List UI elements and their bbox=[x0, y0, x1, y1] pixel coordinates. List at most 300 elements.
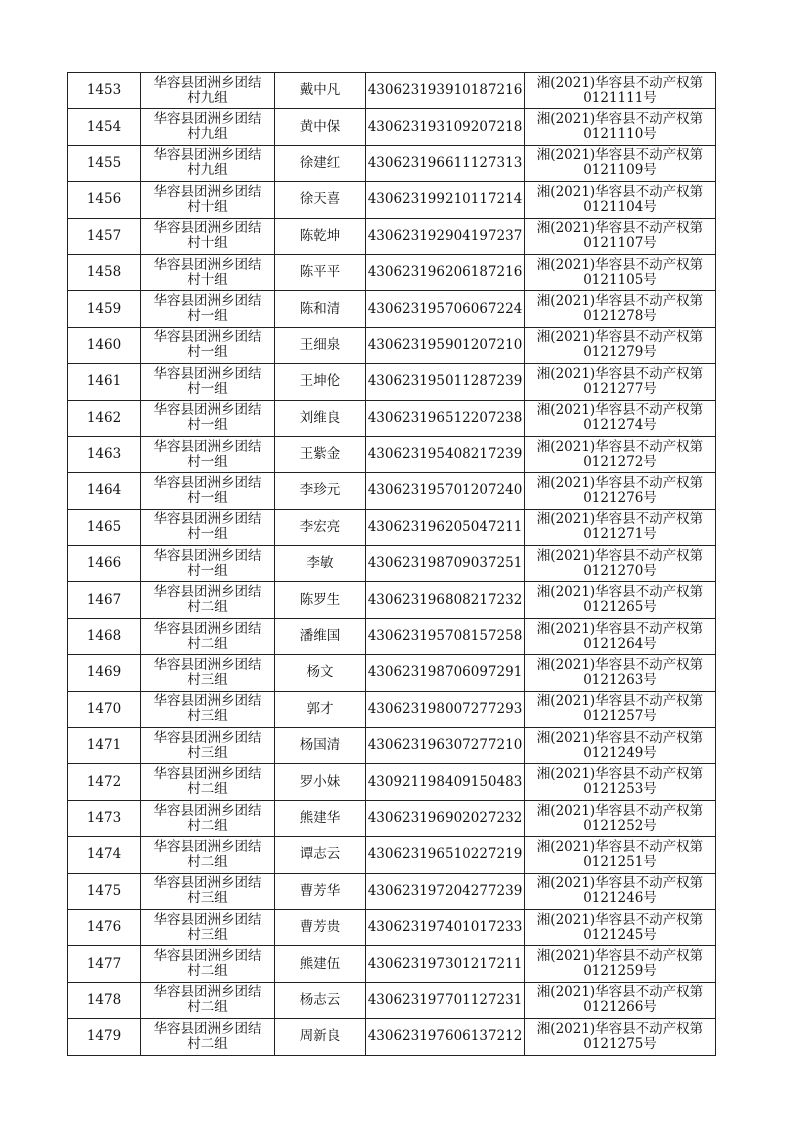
serial-number: 1454 bbox=[86, 118, 122, 135]
id-number: 430623198709037251 bbox=[367, 555, 523, 572]
table-row bbox=[68, 800, 716, 836]
id-number-cell bbox=[366, 909, 525, 945]
certificate-line-1: 湘(2021)华容县不动产权第 bbox=[536, 693, 704, 710]
certificate-line-1: 湘(2021)华容县不动产权第 bbox=[536, 402, 704, 419]
address-line-2: 村一组 bbox=[187, 417, 228, 434]
certificate-cell bbox=[525, 509, 716, 545]
certificate-line-2: 0121253号 bbox=[583, 781, 657, 798]
certificate-line-1: 湘(2021)华容县不动产权第 bbox=[536, 329, 704, 346]
address-cell bbox=[141, 982, 275, 1018]
serial-number-cell bbox=[68, 837, 141, 873]
address-cell bbox=[141, 909, 275, 945]
certificate-line-1: 湘(2021)华容县不动产权第 bbox=[536, 293, 704, 310]
owner-name: 曹芳贵 bbox=[299, 919, 341, 936]
id-number: 430623195901207210 bbox=[367, 336, 523, 353]
id-number: 430623193109207218 bbox=[367, 118, 523, 135]
table-row bbox=[68, 145, 716, 181]
serial-number: 1466 bbox=[86, 555, 122, 572]
address-cell bbox=[141, 873, 275, 909]
address-line-1: 华容县团洲乡团结 bbox=[153, 474, 262, 491]
id-number-cell bbox=[366, 145, 525, 181]
id-number-cell bbox=[366, 873, 525, 909]
id-number: 430623197606137212 bbox=[367, 1028, 523, 1045]
certificate-line-2: 0121246号 bbox=[583, 890, 657, 907]
id-number-cell bbox=[366, 946, 525, 982]
certificate-line-1: 湘(2021)华容县不动产权第 bbox=[536, 911, 704, 928]
address-line-1: 华容县团洲乡团结 bbox=[153, 111, 262, 128]
owner-name: 黄中保 bbox=[299, 118, 341, 135]
serial-number-cell bbox=[68, 254, 141, 290]
address-cell bbox=[141, 691, 275, 727]
address-line-1: 华容县团洲乡团结 bbox=[153, 547, 262, 564]
owner-name: 熊建伍 bbox=[299, 955, 341, 972]
address-cell bbox=[141, 655, 275, 691]
certificate-cell bbox=[525, 254, 716, 290]
id-number-cell bbox=[366, 837, 525, 873]
id-number-cell bbox=[366, 618, 525, 654]
address-line-2: 村二组 bbox=[187, 853, 228, 870]
owner-name-cell bbox=[275, 182, 366, 218]
id-number-cell bbox=[366, 364, 525, 400]
table-row bbox=[68, 909, 716, 945]
owner-name: 戴中凡 bbox=[299, 82, 341, 99]
address-line-2: 村一组 bbox=[187, 453, 228, 470]
owner-name: 周新良 bbox=[299, 1028, 341, 1045]
table-row bbox=[68, 182, 716, 218]
certificate-line-2: 0121263号 bbox=[583, 671, 657, 688]
table-row bbox=[68, 291, 716, 327]
certificate-line-2: 0121279号 bbox=[583, 344, 657, 361]
serial-number: 1457 bbox=[86, 227, 122, 244]
owner-name-cell bbox=[275, 291, 366, 327]
serial-number-cell bbox=[68, 109, 141, 145]
certificate-cell bbox=[525, 145, 716, 181]
table-row bbox=[68, 618, 716, 654]
address-line-1: 华容县团洲乡团结 bbox=[153, 402, 262, 419]
serial-number-cell bbox=[68, 909, 141, 945]
owner-name: 陈罗生 bbox=[299, 591, 341, 608]
certificate-line-2: 0121271号 bbox=[583, 526, 657, 543]
certificate-cell bbox=[525, 873, 716, 909]
certificate-line-2: 0121274号 bbox=[583, 417, 657, 434]
certificate-line-2: 0121257号 bbox=[583, 708, 657, 725]
table-row bbox=[68, 946, 716, 982]
table-row bbox=[68, 218, 716, 254]
owner-name: 杨国清 bbox=[299, 737, 341, 754]
owner-name: 李宏亮 bbox=[299, 518, 341, 535]
serial-number: 1479 bbox=[86, 1028, 122, 1045]
address-line-1: 华容县团洲乡团结 bbox=[153, 948, 262, 965]
serial-number: 1455 bbox=[86, 154, 122, 171]
address-line-2: 村九组 bbox=[187, 162, 228, 179]
address-cell bbox=[141, 473, 275, 509]
serial-number-cell bbox=[68, 291, 141, 327]
certificate-line-2: 0121249号 bbox=[583, 744, 657, 761]
certificate-line-1: 湘(2021)华容县不动产权第 bbox=[536, 584, 704, 601]
serial-number: 1471 bbox=[86, 737, 122, 754]
serial-number-cell bbox=[68, 546, 141, 582]
serial-number: 1469 bbox=[86, 664, 122, 681]
owner-name: 潘维国 bbox=[299, 628, 341, 645]
id-number-cell bbox=[366, 182, 525, 218]
table-row bbox=[68, 582, 716, 618]
address-cell bbox=[141, 582, 275, 618]
address-cell bbox=[141, 728, 275, 764]
address-line-2: 村二组 bbox=[187, 999, 228, 1016]
id-number: 430623196808217232 bbox=[367, 591, 523, 608]
serial-number-cell bbox=[68, 764, 141, 800]
address-cell bbox=[141, 73, 275, 109]
address-line-2: 村一组 bbox=[187, 380, 228, 397]
owner-name-cell bbox=[275, 364, 366, 400]
address-line-2: 村二组 bbox=[187, 817, 228, 834]
id-number: 430623197301217211 bbox=[367, 955, 523, 972]
serial-number-cell bbox=[68, 655, 141, 691]
certificate-cell bbox=[525, 1019, 716, 1055]
owner-name-cell bbox=[275, 327, 366, 363]
id-number: 430623198706097291 bbox=[367, 664, 523, 681]
owner-name: 罗小妹 bbox=[299, 773, 341, 790]
certificate-cell bbox=[525, 618, 716, 654]
owner-name-cell bbox=[275, 655, 366, 691]
address-line-2: 村三组 bbox=[187, 744, 228, 761]
certificate-line-1: 湘(2021)华容县不动产权第 bbox=[536, 220, 704, 237]
address-line-1: 华容县团洲乡团结 bbox=[153, 365, 262, 382]
certificate-cell bbox=[525, 327, 716, 363]
owner-name-cell bbox=[275, 582, 366, 618]
id-number: 430623195706067224 bbox=[367, 300, 523, 317]
serial-number: 1467 bbox=[86, 591, 122, 608]
table-row bbox=[68, 436, 716, 472]
serial-number: 1458 bbox=[86, 264, 122, 281]
certificate-line-2: 0121110号 bbox=[583, 126, 657, 143]
certificate-cell bbox=[525, 837, 716, 873]
certificate-line-1: 湘(2021)华容县不动产权第 bbox=[536, 474, 704, 491]
certificate-line-1: 湘(2021)华容县不动产权第 bbox=[536, 256, 704, 273]
id-number: 430623196510227219 bbox=[367, 846, 523, 863]
serial-number-cell bbox=[68, 145, 141, 181]
serial-number-cell bbox=[68, 582, 141, 618]
address-line-1: 华容县团洲乡团结 bbox=[153, 620, 262, 637]
id-number: 430623195701207240 bbox=[367, 482, 523, 499]
address-cell bbox=[141, 327, 275, 363]
table-row bbox=[68, 473, 716, 509]
serial-number-cell bbox=[68, 509, 141, 545]
owner-name-cell bbox=[275, 728, 366, 764]
serial-number-cell bbox=[68, 473, 141, 509]
address-line-1: 华容县团洲乡团结 bbox=[153, 766, 262, 783]
certificate-line-2: 0121111号 bbox=[583, 89, 657, 106]
owner-name-cell bbox=[275, 473, 366, 509]
certificate-line-1: 湘(2021)华容县不动产权第 bbox=[536, 438, 704, 455]
address-line-2: 村一组 bbox=[187, 308, 228, 325]
serial-number-cell bbox=[68, 182, 141, 218]
serial-number: 1456 bbox=[86, 191, 122, 208]
address-line-2: 村九组 bbox=[187, 89, 228, 106]
address-line-2: 村九组 bbox=[187, 126, 228, 143]
address-line-1: 华容县团洲乡团结 bbox=[153, 729, 262, 746]
certificate-line-2: 0121270号 bbox=[583, 562, 657, 579]
address-cell bbox=[141, 546, 275, 582]
owner-name-cell bbox=[275, 73, 366, 109]
certificate-cell bbox=[525, 909, 716, 945]
certificate-line-2: 0121109号 bbox=[583, 162, 657, 179]
id-number: 430623196307277210 bbox=[367, 737, 523, 754]
id-number-cell bbox=[366, 582, 525, 618]
table-row bbox=[68, 364, 716, 400]
certificate-line-1: 湘(2021)华容县不动产权第 bbox=[536, 948, 704, 965]
serial-number: 1461 bbox=[86, 373, 122, 390]
id-number: 430623196512207238 bbox=[367, 409, 523, 426]
serial-number: 1472 bbox=[86, 773, 122, 790]
owner-name: 陈乾坤 bbox=[299, 227, 341, 244]
table-row bbox=[68, 982, 716, 1018]
address-line-1: 华容县团洲乡团结 bbox=[153, 584, 262, 601]
address-line-2: 村二组 bbox=[187, 599, 228, 616]
certificate-line-2: 0121276号 bbox=[583, 489, 657, 506]
table-row bbox=[68, 400, 716, 436]
address-line-2: 村三组 bbox=[187, 926, 228, 943]
id-number: 430623199210117214 bbox=[367, 191, 523, 208]
id-number: 430623192904197237 bbox=[367, 227, 523, 244]
owner-name: 王坤伦 bbox=[299, 373, 341, 390]
id-number: 430623196205047211 bbox=[367, 518, 523, 535]
certificate-cell bbox=[525, 109, 716, 145]
id-number-cell bbox=[366, 982, 525, 1018]
certificate-line-2: 0121105号 bbox=[583, 271, 657, 288]
owner-name-cell bbox=[275, 1019, 366, 1055]
id-number: 430623195708157258 bbox=[367, 628, 523, 645]
serial-number-cell bbox=[68, 618, 141, 654]
id-number-cell bbox=[366, 327, 525, 363]
table-row bbox=[68, 873, 716, 909]
certificate-cell bbox=[525, 436, 716, 472]
serial-number: 1474 bbox=[86, 846, 122, 863]
serial-number-cell bbox=[68, 218, 141, 254]
owner-name: 熊建华 bbox=[299, 810, 341, 826]
certificate-line-2: 0121104号 bbox=[583, 198, 657, 215]
serial-number: 1459 bbox=[86, 300, 122, 317]
certificate-cell bbox=[525, 218, 716, 254]
serial-number: 1453 bbox=[86, 82, 122, 99]
address-line-2: 村二组 bbox=[187, 635, 228, 652]
owner-name-cell bbox=[275, 509, 366, 545]
serial-number: 1462 bbox=[86, 409, 122, 426]
certificate-line-2: 0121245号 bbox=[583, 926, 657, 943]
owner-name: 徐建红 bbox=[299, 154, 341, 171]
owner-name-cell bbox=[275, 436, 366, 472]
id-number: 430623197204277239 bbox=[367, 882, 523, 899]
certificate-cell bbox=[525, 946, 716, 982]
id-number-cell bbox=[366, 800, 525, 836]
owner-name: 陈和清 bbox=[299, 300, 341, 317]
certificate-cell bbox=[525, 982, 716, 1018]
certificate-line-1: 湘(2021)华容县不动产权第 bbox=[536, 875, 704, 892]
certificate-line-2: 0121277号 bbox=[583, 380, 657, 397]
address-line-2: 村三组 bbox=[187, 890, 228, 907]
serial-number-cell bbox=[68, 946, 141, 982]
serial-number: 1478 bbox=[86, 991, 122, 1008]
address-line-2: 村一组 bbox=[187, 526, 228, 543]
address-line-2: 村一组 bbox=[187, 344, 228, 361]
certificate-cell bbox=[525, 364, 716, 400]
certificate-cell bbox=[525, 546, 716, 582]
id-number-cell bbox=[366, 655, 525, 691]
owner-name: 陈平平 bbox=[299, 264, 341, 281]
serial-number: 1464 bbox=[86, 482, 122, 499]
owner-name-cell bbox=[275, 109, 366, 145]
table-row bbox=[68, 691, 716, 727]
owner-name: 李珍元 bbox=[299, 482, 341, 499]
id-number: 430623197401017233 bbox=[367, 919, 523, 936]
serial-number: 1475 bbox=[86, 882, 122, 899]
address-line-1: 华容县团洲乡团结 bbox=[153, 147, 262, 164]
owner-name: 王紫金 bbox=[299, 446, 341, 463]
table-row bbox=[68, 837, 716, 873]
serial-number: 1460 bbox=[86, 336, 122, 353]
serial-number-cell bbox=[68, 327, 141, 363]
id-number: 430623197701127231 bbox=[367, 991, 523, 1008]
certificate-line-2: 0121251号 bbox=[583, 853, 657, 870]
id-number-cell bbox=[366, 546, 525, 582]
id-number-cell bbox=[366, 728, 525, 764]
certificate-line-1: 湘(2021)华容县不动产权第 bbox=[536, 838, 704, 855]
address-line-1: 华容县团洲乡团结 bbox=[153, 875, 262, 892]
id-number-cell bbox=[366, 509, 525, 545]
serial-number-cell bbox=[68, 73, 141, 109]
table-row bbox=[68, 509, 716, 545]
address-line-2: 村十组 bbox=[187, 271, 228, 288]
serial-number-cell bbox=[68, 364, 141, 400]
owner-name: 刘维良 bbox=[299, 409, 341, 426]
certificate-cell bbox=[525, 291, 716, 327]
registry-table bbox=[67, 72, 716, 1056]
address-cell bbox=[141, 109, 275, 145]
serial-number-cell bbox=[68, 873, 141, 909]
table-row bbox=[68, 728, 716, 764]
id-number-cell bbox=[366, 254, 525, 290]
certificate-line-1: 湘(2021)华容县不动产权第 bbox=[536, 511, 704, 528]
certificate-cell bbox=[525, 473, 716, 509]
address-line-2: 村一组 bbox=[187, 489, 228, 506]
address-line-1: 华容县团洲乡团结 bbox=[153, 329, 262, 346]
owner-name: 谭志云 bbox=[299, 846, 341, 863]
table-row bbox=[68, 109, 716, 145]
certificate-line-2: 0121275号 bbox=[583, 1035, 657, 1052]
serial-number: 1463 bbox=[86, 446, 122, 463]
address-line-2: 村三组 bbox=[187, 671, 228, 688]
address-cell bbox=[141, 1019, 275, 1055]
certificate-cell bbox=[525, 182, 716, 218]
address-line-1: 华容县团洲乡团结 bbox=[153, 911, 262, 928]
id-number-cell bbox=[366, 218, 525, 254]
address-line-1: 华容县团洲乡团结 bbox=[153, 984, 262, 1001]
table-row bbox=[68, 73, 716, 109]
owner-name-cell bbox=[275, 400, 366, 436]
address-line-1: 华容县团洲乡团结 bbox=[153, 74, 262, 91]
certificate-line-2: 0121266号 bbox=[583, 999, 657, 1016]
registry-table-body bbox=[68, 73, 716, 1056]
address-cell bbox=[141, 254, 275, 290]
id-number-cell bbox=[366, 73, 525, 109]
address-line-1: 华容县团洲乡团结 bbox=[153, 1020, 262, 1037]
address-cell bbox=[141, 291, 275, 327]
certificate-line-1: 湘(2021)华容县不动产权第 bbox=[536, 147, 704, 164]
id-number: 430623196902027232 bbox=[367, 810, 523, 826]
address-line-2: 村十组 bbox=[187, 198, 228, 215]
owner-name: 曹芳华 bbox=[299, 882, 341, 899]
certificate-cell bbox=[525, 655, 716, 691]
id-number: 430623195408217239 bbox=[367, 446, 523, 463]
id-number-cell bbox=[366, 400, 525, 436]
address-cell bbox=[141, 764, 275, 800]
address-line-1: 华容县团洲乡团结 bbox=[153, 511, 262, 528]
owner-name-cell bbox=[275, 691, 366, 727]
certificate-line-2: 0121272号 bbox=[583, 453, 657, 470]
id-number-cell bbox=[366, 436, 525, 472]
id-number: 430623195011287239 bbox=[367, 373, 523, 390]
id-number-cell bbox=[366, 109, 525, 145]
certificate-line-1: 湘(2021)华容县不动产权第 bbox=[536, 183, 704, 200]
address-cell bbox=[141, 436, 275, 472]
address-line-1: 华容县团洲乡团结 bbox=[153, 220, 262, 237]
owner-name-cell bbox=[275, 909, 366, 945]
certificate-line-2: 0121259号 bbox=[583, 963, 657, 980]
serial-number-cell bbox=[68, 800, 141, 836]
certificate-line-1: 湘(2021)华容县不动产权第 bbox=[536, 984, 704, 1001]
owner-name-cell bbox=[275, 837, 366, 873]
owner-name-cell bbox=[275, 982, 366, 1018]
certificate-line-1: 湘(2021)华容县不动产权第 bbox=[536, 766, 704, 783]
address-line-1: 华容县团洲乡团结 bbox=[153, 256, 262, 273]
id-number: 430623196611127313 bbox=[367, 154, 523, 171]
serial-number-cell bbox=[68, 982, 141, 1018]
certificate-cell bbox=[525, 582, 716, 618]
address-line-2: 村三组 bbox=[187, 708, 228, 725]
owner-name-cell bbox=[275, 145, 366, 181]
serial-number: 1476 bbox=[86, 919, 122, 936]
address-line-1: 华容县团洲乡团结 bbox=[153, 293, 262, 310]
id-number-cell bbox=[366, 291, 525, 327]
certificate-line-1: 湘(2021)华容县不动产权第 bbox=[536, 729, 704, 746]
address-cell bbox=[141, 218, 275, 254]
certificate-line-1: 湘(2021)华容县不动产权第 bbox=[536, 365, 704, 382]
serial-number: 1470 bbox=[86, 700, 122, 717]
address-cell bbox=[141, 364, 275, 400]
address-cell bbox=[141, 946, 275, 982]
certificate-line-1: 湘(2021)华容县不动产权第 bbox=[536, 74, 704, 91]
certificate-line-2: 0121264号 bbox=[583, 635, 657, 652]
certificate-line-1: 湘(2021)华容县不动产权第 bbox=[536, 656, 704, 673]
table-row bbox=[68, 327, 716, 363]
owner-name-cell bbox=[275, 873, 366, 909]
serial-number: 1477 bbox=[86, 955, 122, 972]
owner-name: 王细泉 bbox=[299, 336, 341, 353]
table-row bbox=[68, 254, 716, 290]
owner-name: 杨志云 bbox=[299, 991, 341, 1008]
address-cell bbox=[141, 837, 275, 873]
owner-name-cell bbox=[275, 254, 366, 290]
id-number: 430623193910187216 bbox=[367, 82, 523, 99]
id-number-cell bbox=[366, 691, 525, 727]
certificate-line-1: 湘(2021)华容县不动产权第 bbox=[536, 620, 704, 637]
address-cell bbox=[141, 509, 275, 545]
serial-number-cell bbox=[68, 1019, 141, 1055]
address-line-2: 村十组 bbox=[187, 235, 228, 252]
address-line-2: 村二组 bbox=[187, 963, 228, 980]
owner-name-cell bbox=[275, 800, 366, 836]
address-line-1: 华容县团洲乡团结 bbox=[153, 802, 262, 819]
